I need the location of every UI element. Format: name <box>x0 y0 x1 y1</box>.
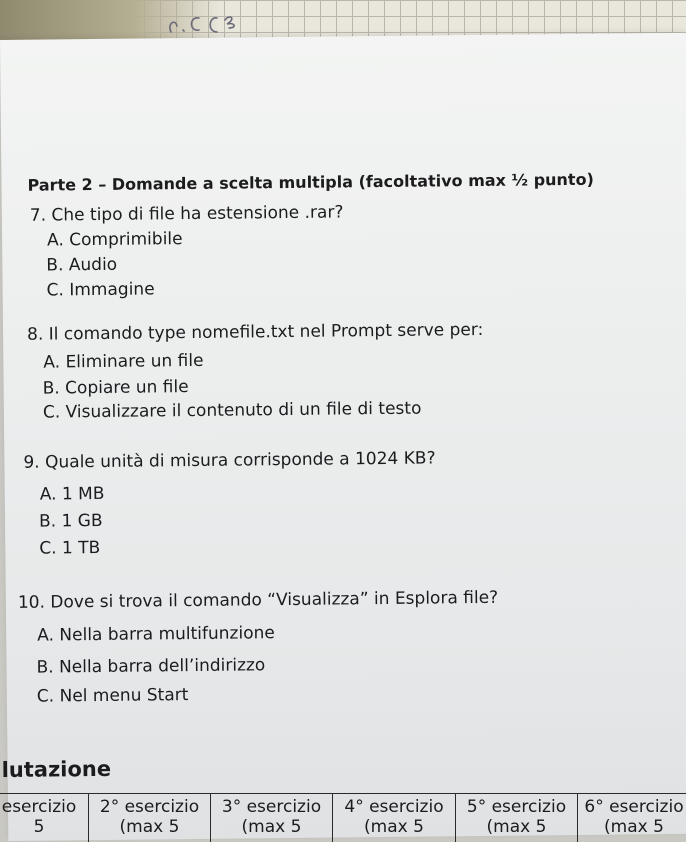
question-number: 9. <box>23 452 40 473</box>
question-text: Dove si trova il comando “Visualizza” in Esplora file? <box>50 587 499 613</box>
option-8b: B. Copiare un file <box>42 377 189 399</box>
option-8c: C. Visualizzare il contenuto di un file di testo <box>42 398 422 423</box>
table-cell-1 <box>0 794 88 842</box>
cell-label: 6° esercizio <box>584 797 684 817</box>
cell-label: 2° esercizio <box>99 797 200 817</box>
section-heading: Parte 2 – Domande a scelta multipla (facoltativo max ½ punto) <box>27 169 594 195</box>
option-9b: B. 1 GB <box>38 510 103 532</box>
evaluation-table <box>0 793 686 842</box>
question-9 <box>23 448 435 472</box>
handwriting-text <box>0 0 2 1</box>
option-8a: A. Eliminare un file <box>43 350 204 373</box>
option-7c: C. Immagine <box>46 279 155 301</box>
question-7 <box>30 202 344 225</box>
table-cell-3 <box>210 794 332 842</box>
option-10c: C. Nel menu Start <box>36 685 189 707</box>
question-text: Quale unità di misura corrisponde a 1024 KB? <box>44 448 436 473</box>
cell-label: esercizio <box>1 797 77 817</box>
option-10b: B. Nella barra dell’indirizzo <box>36 655 266 678</box>
question-text: Il comando type nomefile.txt nel Prompt serve per: <box>48 319 484 345</box>
table-cell-6 <box>577 794 686 842</box>
cell-label: 3° esercizio <box>221 797 322 817</box>
question-text: Che tipo di file ha estensione .rar? <box>51 202 344 226</box>
cell-sub: (max 5 <box>486 817 547 837</box>
cell-sub: (max 5 <box>241 817 302 837</box>
question-10 <box>18 588 498 613</box>
evaluation-title: lutazione <box>1 756 112 783</box>
table-cell-5 <box>455 794 577 842</box>
option-7b: B. Audio <box>46 254 118 276</box>
cell-label: 5° esercizio <box>466 797 567 817</box>
exam-sheet <box>0 33 686 841</box>
question-number: 8. <box>26 324 44 345</box>
option-9c: C. 1 TB <box>39 537 101 559</box>
cell-sub: (max 5 <box>364 817 424 837</box>
handwriting-scribble-icon <box>165 10 245 40</box>
table-cell-4 <box>332 794 455 842</box>
cell-sub: (max 5 <box>604 817 664 837</box>
table-cell-2 <box>88 794 210 842</box>
cell-sub: 5 <box>33 817 45 837</box>
question-number: 7. <box>29 205 47 226</box>
cell-sub: (max 5 <box>119 817 180 837</box>
cell-label: 4° esercizio <box>344 797 444 817</box>
question-8 <box>27 320 483 345</box>
option-9a: A. 1 MB <box>39 483 105 505</box>
option-7a: A. Comprimibile <box>46 229 183 251</box>
option-10a: A. Nella barra multifunzione <box>37 623 275 646</box>
question-number: 10. <box>17 592 46 613</box>
